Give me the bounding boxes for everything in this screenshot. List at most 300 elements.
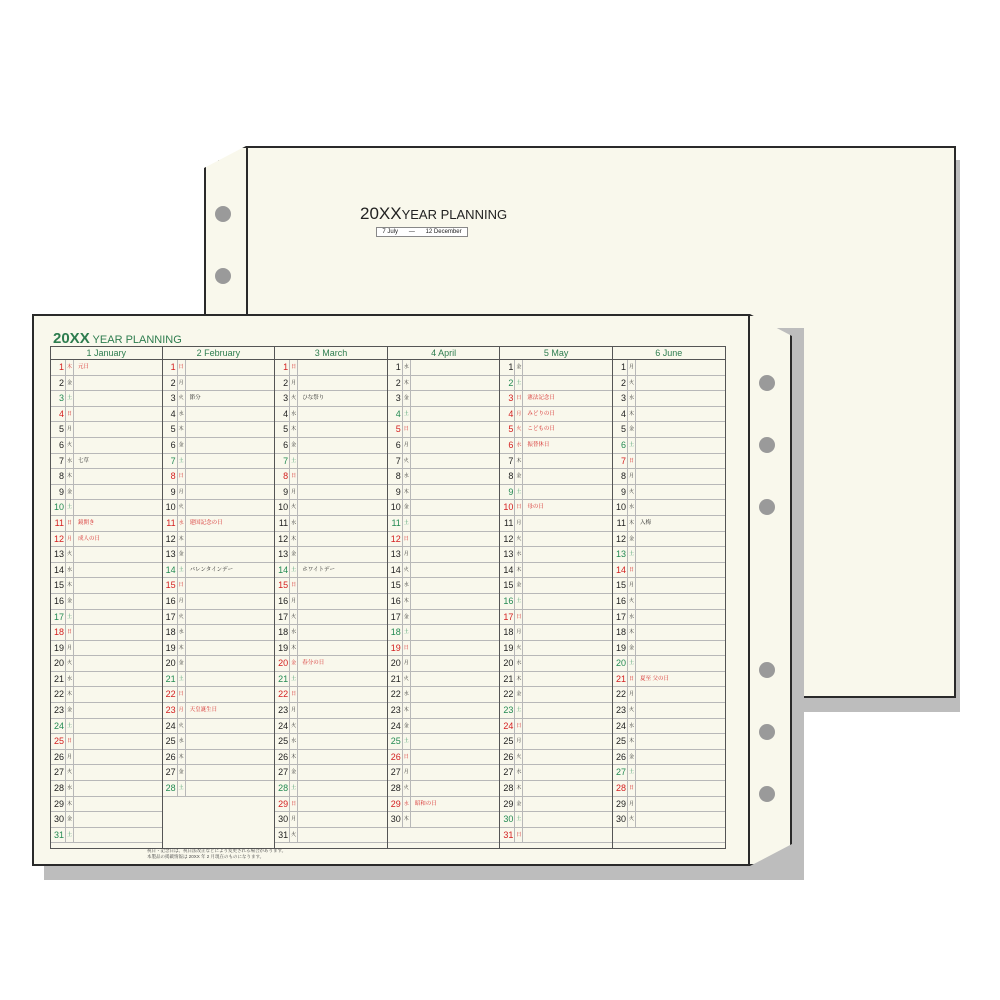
day-row[interactable] bbox=[613, 500, 725, 516]
day-note bbox=[636, 656, 725, 671]
day-row[interactable] bbox=[275, 391, 387, 407]
day-row[interactable] bbox=[613, 750, 725, 766]
day-row[interactable] bbox=[500, 672, 612, 688]
day-note bbox=[186, 641, 275, 656]
weekday-label bbox=[628, 828, 636, 843]
weekday-label: 土 bbox=[66, 610, 74, 625]
day-row[interactable] bbox=[275, 422, 387, 438]
day-row[interactable] bbox=[51, 687, 162, 703]
day-row[interactable] bbox=[163, 485, 275, 501]
punch-hole bbox=[759, 375, 775, 391]
day-row[interactable] bbox=[51, 547, 162, 563]
day-row[interactable] bbox=[51, 734, 162, 750]
day-row[interactable] bbox=[51, 376, 162, 392]
day-note bbox=[74, 594, 162, 609]
punch-hole bbox=[759, 499, 775, 515]
day-row[interactable] bbox=[613, 797, 725, 813]
day-row[interactable] bbox=[613, 687, 725, 703]
day-row[interactable] bbox=[163, 765, 275, 781]
day-number: 16 bbox=[388, 594, 403, 609]
day-note bbox=[636, 812, 725, 827]
day-row[interactable] bbox=[163, 422, 275, 438]
day-row[interactable] bbox=[275, 407, 387, 423]
day-row[interactable] bbox=[275, 485, 387, 501]
day-row[interactable] bbox=[163, 625, 275, 641]
day-row[interactable] bbox=[500, 719, 612, 735]
day-row[interactable] bbox=[388, 578, 500, 594]
day-row[interactable] bbox=[613, 719, 725, 735]
day-row[interactable] bbox=[500, 610, 612, 626]
day-number: 29 bbox=[275, 797, 290, 812]
day-row[interactable] bbox=[388, 532, 500, 548]
day-number: 18 bbox=[275, 625, 290, 640]
day-number: 29 bbox=[500, 797, 515, 812]
day-row[interactable] bbox=[275, 578, 387, 594]
day-row[interactable] bbox=[275, 687, 387, 703]
day-row[interactable] bbox=[388, 594, 500, 610]
day-row[interactable] bbox=[163, 687, 275, 703]
day-number: 17 bbox=[613, 610, 628, 625]
day-number: 22 bbox=[51, 687, 66, 702]
day-row[interactable] bbox=[275, 781, 387, 797]
day-row[interactable] bbox=[275, 797, 387, 813]
day-number: 12 bbox=[275, 532, 290, 547]
day-row[interactable] bbox=[163, 719, 275, 735]
day-note bbox=[523, 734, 612, 749]
day-row[interactable] bbox=[275, 828, 387, 844]
day-row[interactable] bbox=[163, 781, 275, 797]
day-row[interactable] bbox=[388, 641, 500, 657]
day-note bbox=[523, 376, 612, 391]
day-note bbox=[74, 719, 162, 734]
day-note bbox=[523, 516, 612, 531]
day-number: 3 bbox=[388, 391, 403, 406]
day-row[interactable] bbox=[163, 469, 275, 485]
day-row[interactable] bbox=[163, 438, 275, 454]
punch-hole bbox=[759, 437, 775, 453]
day-row[interactable] bbox=[613, 734, 725, 750]
day-number: 4 bbox=[500, 407, 515, 422]
punch-hole bbox=[759, 662, 775, 678]
day-number: 15 bbox=[613, 578, 628, 593]
day-row[interactable] bbox=[51, 797, 162, 813]
day-row[interactable] bbox=[388, 360, 500, 376]
day-row[interactable] bbox=[51, 781, 162, 797]
day-note bbox=[411, 594, 500, 609]
weekday-label: 木 bbox=[515, 563, 523, 578]
day-row[interactable] bbox=[388, 547, 500, 563]
day-note bbox=[298, 376, 387, 391]
day-row[interactable] bbox=[51, 828, 162, 844]
day-number: 17 bbox=[275, 610, 290, 625]
day-number: 14 bbox=[388, 563, 403, 578]
day-number: 10 bbox=[388, 500, 403, 515]
day-row[interactable] bbox=[51, 500, 162, 516]
day-note bbox=[636, 563, 725, 578]
weekday-label: 日 bbox=[515, 500, 523, 515]
day-row[interactable] bbox=[613, 532, 725, 548]
day-row[interactable] bbox=[500, 625, 612, 641]
day-row[interactable] bbox=[51, 422, 162, 438]
day-row[interactable] bbox=[500, 454, 612, 470]
day-row[interactable] bbox=[163, 610, 275, 626]
weekday-label: 水 bbox=[178, 516, 186, 531]
day-row[interactable] bbox=[388, 376, 500, 392]
day-number: 28 bbox=[275, 781, 290, 796]
day-row[interactable] bbox=[500, 828, 612, 844]
day-row[interactable] bbox=[500, 594, 612, 610]
day-row[interactable] bbox=[500, 360, 612, 376]
day-row[interactable] bbox=[613, 828, 725, 844]
day-number: 9 bbox=[275, 485, 290, 500]
day-note bbox=[298, 687, 387, 702]
day-row[interactable] bbox=[388, 703, 500, 719]
weekday-label: 木 bbox=[290, 750, 298, 765]
day-row[interactable] bbox=[51, 719, 162, 735]
day-note bbox=[74, 765, 162, 780]
day-row[interactable] bbox=[163, 532, 275, 548]
day-row[interactable] bbox=[51, 578, 162, 594]
weekday-label: 水 bbox=[66, 672, 74, 687]
day-number: 21 bbox=[613, 672, 628, 687]
day-row[interactable] bbox=[613, 438, 725, 454]
day-number: 6 bbox=[613, 438, 628, 453]
day-row[interactable] bbox=[51, 469, 162, 485]
day-row[interactable] bbox=[500, 563, 612, 579]
day-row[interactable] bbox=[500, 376, 612, 392]
day-row[interactable] bbox=[500, 812, 612, 828]
day-row[interactable] bbox=[163, 750, 275, 766]
day-row[interactable] bbox=[388, 454, 500, 470]
weekday-label: 土 bbox=[178, 672, 186, 687]
day-row[interactable] bbox=[613, 781, 725, 797]
day-row[interactable] bbox=[163, 516, 275, 532]
day-row[interactable] bbox=[613, 391, 725, 407]
day-row[interactable] bbox=[275, 500, 387, 516]
day-row[interactable] bbox=[275, 547, 387, 563]
day-row[interactable] bbox=[163, 360, 275, 376]
day-row[interactable] bbox=[388, 391, 500, 407]
weekday-label: 水 bbox=[178, 734, 186, 749]
day-row[interactable] bbox=[388, 422, 500, 438]
day-number: 5 bbox=[163, 422, 178, 437]
day-note bbox=[186, 656, 275, 671]
day-note bbox=[298, 703, 387, 718]
day-number: 25 bbox=[500, 734, 515, 749]
weekday-label: 火 bbox=[403, 563, 411, 578]
day-number: 10 bbox=[275, 500, 290, 515]
day-row[interactable] bbox=[51, 610, 162, 626]
day-row[interactable] bbox=[613, 407, 725, 423]
day-row[interactable] bbox=[388, 516, 500, 532]
day-row[interactable] bbox=[613, 656, 725, 672]
day-row[interactable] bbox=[275, 563, 387, 579]
day-row[interactable] bbox=[163, 500, 275, 516]
day-number: 6 bbox=[275, 438, 290, 453]
front-title-year: 20XX bbox=[53, 330, 90, 347]
day-row[interactable] bbox=[51, 391, 162, 407]
day-number: 4 bbox=[275, 407, 290, 422]
day-row[interactable] bbox=[613, 641, 725, 657]
weekday-label: 日 bbox=[290, 578, 298, 593]
day-note bbox=[411, 391, 500, 406]
day-number: 23 bbox=[275, 703, 290, 718]
day-row[interactable] bbox=[51, 625, 162, 641]
weekday-label: 土 bbox=[403, 625, 411, 640]
day-row[interactable] bbox=[613, 485, 725, 501]
day-row[interactable] bbox=[388, 719, 500, 735]
day-note bbox=[636, 407, 725, 422]
day-row[interactable] bbox=[613, 578, 725, 594]
day-row[interactable] bbox=[500, 469, 612, 485]
day-number: 11 bbox=[163, 516, 178, 531]
day-number: 3 bbox=[51, 391, 66, 406]
day-row[interactable] bbox=[275, 672, 387, 688]
day-row[interactable] bbox=[388, 485, 500, 501]
day-row[interactable] bbox=[275, 594, 387, 610]
day-row[interactable] bbox=[613, 516, 725, 532]
day-note bbox=[523, 656, 612, 671]
day-row[interactable] bbox=[500, 422, 612, 438]
day-row[interactable] bbox=[275, 625, 387, 641]
day-row[interactable] bbox=[388, 469, 500, 485]
back-title bbox=[360, 204, 507, 224]
day-row[interactable] bbox=[275, 469, 387, 485]
day-number: 25 bbox=[51, 734, 66, 749]
day-row[interactable] bbox=[388, 750, 500, 766]
day-row[interactable] bbox=[163, 734, 275, 750]
weekday-label: 日 bbox=[628, 563, 636, 578]
day-row[interactable] bbox=[613, 594, 725, 610]
day-row[interactable] bbox=[500, 656, 612, 672]
day-row[interactable] bbox=[613, 812, 725, 828]
day-number: 25 bbox=[163, 734, 178, 749]
day-row[interactable] bbox=[51, 750, 162, 766]
day-row[interactable] bbox=[275, 812, 387, 828]
day-note bbox=[186, 547, 275, 562]
day-row[interactable] bbox=[613, 547, 725, 563]
day-note bbox=[523, 719, 612, 734]
day-note: 七草 bbox=[78, 457, 90, 464]
weekday-label: 火 bbox=[290, 500, 298, 515]
footnote-line-1: 祝日・記念日は、祝日法改正などにより変更される場合があります。 bbox=[147, 848, 287, 853]
day-row[interactable] bbox=[500, 485, 612, 501]
day-row[interactable] bbox=[388, 625, 500, 641]
day-row[interactable] bbox=[163, 407, 275, 423]
day-row[interactable] bbox=[51, 485, 162, 501]
day-row[interactable] bbox=[275, 516, 387, 532]
day-row[interactable] bbox=[388, 812, 500, 828]
weekday-label: 月 bbox=[403, 547, 411, 562]
day-row[interactable] bbox=[163, 391, 275, 407]
day-row[interactable] bbox=[275, 438, 387, 454]
day-row[interactable] bbox=[500, 391, 612, 407]
day-row[interactable] bbox=[388, 828, 500, 844]
day-row[interactable] bbox=[51, 563, 162, 579]
day-number: 14 bbox=[613, 563, 628, 578]
day-number: 12 bbox=[388, 532, 403, 547]
weekday-label: 金 bbox=[290, 547, 298, 562]
day-row[interactable] bbox=[613, 765, 725, 781]
day-row[interactable] bbox=[613, 469, 725, 485]
weekday-label: 土 bbox=[628, 547, 636, 562]
day-row[interactable] bbox=[388, 438, 500, 454]
day-note bbox=[186, 750, 275, 765]
day-row[interactable] bbox=[275, 641, 387, 657]
day-row[interactable] bbox=[275, 532, 387, 548]
day-number: 31 bbox=[51, 828, 66, 843]
day-row[interactable] bbox=[500, 687, 612, 703]
day-row[interactable] bbox=[613, 376, 725, 392]
day-note bbox=[411, 422, 500, 437]
day-note bbox=[411, 765, 500, 780]
day-note bbox=[523, 641, 612, 656]
day-row[interactable] bbox=[51, 360, 162, 376]
day-row[interactable] bbox=[388, 765, 500, 781]
day-note: 昭和の日 bbox=[414, 800, 437, 807]
day-row[interactable] bbox=[388, 734, 500, 750]
day-number: 23 bbox=[388, 703, 403, 718]
day-row[interactable] bbox=[163, 376, 275, 392]
day-row[interactable] bbox=[613, 422, 725, 438]
day-row[interactable] bbox=[500, 547, 612, 563]
month-header: 1 January bbox=[51, 347, 162, 360]
day-row[interactable] bbox=[275, 765, 387, 781]
day-row[interactable] bbox=[388, 656, 500, 672]
day-note bbox=[186, 781, 275, 796]
day-note bbox=[298, 719, 387, 734]
day-row[interactable] bbox=[500, 516, 612, 532]
day-row[interactable] bbox=[500, 750, 612, 766]
day-number: 2 bbox=[388, 376, 403, 391]
day-row[interactable] bbox=[613, 610, 725, 626]
day-row[interactable] bbox=[275, 376, 387, 392]
day-row[interactable] bbox=[163, 594, 275, 610]
day-row[interactable] bbox=[613, 625, 725, 641]
day-note bbox=[74, 750, 162, 765]
day-note bbox=[636, 828, 725, 843]
day-note bbox=[636, 485, 725, 500]
day-row[interactable] bbox=[275, 454, 387, 470]
day-note bbox=[186, 422, 275, 437]
day-number: 13 bbox=[500, 547, 515, 562]
day-row[interactable] bbox=[613, 672, 725, 688]
weekday-label: 日 bbox=[178, 360, 186, 375]
weekday-label: 土 bbox=[628, 765, 636, 780]
day-note: 母の日 bbox=[527, 504, 544, 511]
day-row[interactable] bbox=[500, 500, 612, 516]
day-number: 16 bbox=[275, 594, 290, 609]
day-row[interactable] bbox=[275, 719, 387, 735]
day-row[interactable] bbox=[51, 594, 162, 610]
day-row[interactable] bbox=[275, 750, 387, 766]
day-row[interactable] bbox=[163, 547, 275, 563]
weekday-label: 水 bbox=[403, 578, 411, 593]
day-number: 28 bbox=[388, 781, 403, 796]
back-title-year: 20XX bbox=[360, 204, 402, 223]
day-row[interactable] bbox=[388, 687, 500, 703]
day-row[interactable] bbox=[163, 563, 275, 579]
weekday-label: 水 bbox=[290, 625, 298, 640]
weekday-label: 土 bbox=[403, 734, 411, 749]
day-row[interactable] bbox=[51, 454, 162, 470]
weekday-label: 日 bbox=[403, 422, 411, 437]
weekday-label: 火 bbox=[178, 719, 186, 734]
day-row[interactable] bbox=[51, 656, 162, 672]
day-row[interactable] bbox=[500, 438, 612, 454]
day-row[interactable] bbox=[275, 656, 387, 672]
day-note bbox=[74, 563, 162, 578]
day-row[interactable] bbox=[275, 734, 387, 750]
day-row[interactable] bbox=[275, 703, 387, 719]
front-title bbox=[53, 330, 182, 347]
day-row[interactable] bbox=[163, 656, 275, 672]
day-row[interactable] bbox=[163, 641, 275, 657]
day-row[interactable] bbox=[51, 438, 162, 454]
punch-hole bbox=[759, 724, 775, 740]
day-row[interactable] bbox=[51, 765, 162, 781]
weekday-label: 日 bbox=[66, 516, 74, 531]
weekday-label: 金 bbox=[628, 641, 636, 656]
day-row[interactable] bbox=[51, 407, 162, 423]
day-number: 31 bbox=[275, 828, 290, 843]
day-row[interactable] bbox=[51, 812, 162, 828]
day-row[interactable] bbox=[163, 454, 275, 470]
weekday-label: 日 bbox=[66, 625, 74, 640]
day-row[interactable] bbox=[500, 734, 612, 750]
weekday-label: 土 bbox=[403, 407, 411, 422]
day-row[interactable] bbox=[500, 578, 612, 594]
weekday-label: 日 bbox=[290, 797, 298, 812]
day-row[interactable] bbox=[500, 532, 612, 548]
day-number: 27 bbox=[388, 765, 403, 780]
day-row[interactable] bbox=[613, 563, 725, 579]
day-row[interactable] bbox=[613, 454, 725, 470]
day-row[interactable] bbox=[388, 407, 500, 423]
day-row[interactable] bbox=[163, 578, 275, 594]
day-note bbox=[74, 422, 162, 437]
day-row[interactable] bbox=[51, 516, 162, 532]
day-row[interactable] bbox=[388, 610, 500, 626]
day-row[interactable] bbox=[388, 781, 500, 797]
day-row[interactable] bbox=[275, 360, 387, 376]
day-row[interactable] bbox=[51, 641, 162, 657]
day-number: 19 bbox=[613, 641, 628, 656]
day-row[interactable] bbox=[500, 641, 612, 657]
day-row[interactable] bbox=[388, 500, 500, 516]
day-row[interactable] bbox=[388, 563, 500, 579]
weekday-label: 木 bbox=[515, 672, 523, 687]
day-row[interactable] bbox=[51, 672, 162, 688]
day-row[interactable] bbox=[500, 797, 612, 813]
day-row[interactable] bbox=[613, 703, 725, 719]
weekday-label: 木 bbox=[66, 687, 74, 702]
day-row[interactable] bbox=[500, 407, 612, 423]
day-row[interactable] bbox=[388, 797, 500, 813]
day-row[interactable] bbox=[613, 360, 725, 376]
day-row[interactable] bbox=[163, 703, 275, 719]
day-number: 24 bbox=[275, 719, 290, 734]
day-row[interactable] bbox=[163, 672, 275, 688]
day-row[interactable] bbox=[51, 703, 162, 719]
day-row[interactable] bbox=[275, 610, 387, 626]
day-row[interactable] bbox=[500, 703, 612, 719]
day-row[interactable] bbox=[500, 765, 612, 781]
day-number: 5 bbox=[51, 422, 66, 437]
day-row[interactable] bbox=[388, 672, 500, 688]
day-row[interactable] bbox=[51, 532, 162, 548]
day-row[interactable] bbox=[500, 781, 612, 797]
